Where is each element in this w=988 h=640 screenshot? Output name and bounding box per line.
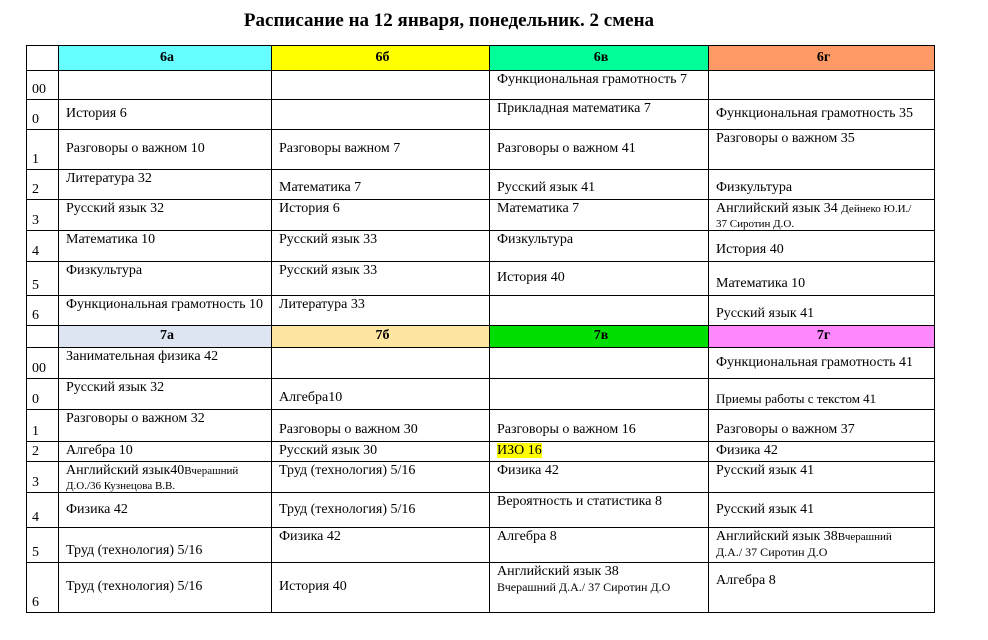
table-row <box>27 130 935 170</box>
lesson-cell <box>59 462 272 493</box>
lesson-cell: Функциональная грамотность 35 <box>709 100 935 130</box>
lesson-cell: Разговоры о важном 16 <box>490 410 709 442</box>
lesson-number: 2 <box>27 170 59 200</box>
lesson-cell: Разговоры о важном 32 <box>59 410 272 442</box>
lesson-cell: Русский язык 32 <box>59 379 272 410</box>
lesson-text: Английский язык40 <box>66 463 185 478</box>
table-row <box>27 563 935 613</box>
table-row <box>27 200 935 231</box>
lesson-cell: Русский язык 41 <box>490 170 709 200</box>
lesson-cell: Физика 42 <box>709 442 935 462</box>
lesson-cell: История 6 <box>272 200 490 231</box>
lesson-cell: Алгебра 10 <box>59 442 272 462</box>
lesson-cell: Математика 10 <box>59 231 272 262</box>
lesson-cell: Разговоры о важном 10 <box>59 130 272 170</box>
lesson-number: 00 <box>27 348 59 379</box>
lesson-cell: Алгебра 8 <box>490 528 709 563</box>
teacher-note: Д.А./ 37 Сиротин Д.О <box>716 544 828 559</box>
lesson-cell: Вероятность и статистика 8 <box>490 493 709 528</box>
lesson-cell: Русский язык 32 <box>59 200 272 231</box>
lesson-number: 3 <box>27 200 59 231</box>
lesson-number: 1 <box>27 410 59 442</box>
lesson-cell: Приемы работы с текстом 41 <box>709 379 935 410</box>
lesson-cell: Математика 10 <box>709 262 935 296</box>
lesson-cell: История 40 <box>272 563 490 613</box>
lesson-cell <box>709 200 935 231</box>
lesson-cell: Русский язык 33 <box>272 231 490 262</box>
class-header-6v: 6в <box>490 46 709 71</box>
table-row <box>27 170 935 200</box>
lesson-number: 4 <box>27 493 59 528</box>
lesson-number: 0 <box>27 379 59 410</box>
lesson-cell: Физика 42 <box>59 493 272 528</box>
lesson-cell: Русский язык 41 <box>709 462 935 493</box>
lesson-cell: История 40 <box>490 262 709 296</box>
lesson-text: Английский язык 38 <box>497 564 619 579</box>
class-header-row <box>27 46 935 71</box>
lesson-cell <box>490 442 709 462</box>
lesson-text: Английский язык 38 <box>716 529 838 544</box>
lesson-number: 1 <box>27 130 59 170</box>
lesson-cell: Математика 7 <box>490 200 709 231</box>
lesson-cell: Литература 32 <box>59 170 272 200</box>
lesson-cell: Разговоры о важном 37 <box>709 410 935 442</box>
lesson-cell <box>272 348 490 379</box>
lesson-cell: Разговоры о важном 35 <box>709 130 935 170</box>
class-header-7v: 7в <box>490 326 709 348</box>
lesson-cell <box>59 71 272 100</box>
table-row <box>27 100 935 130</box>
lesson-cell <box>709 528 935 563</box>
lesson-text: Английский язык 34 <box>716 201 838 216</box>
lesson-cell: Математика 7 <box>272 170 490 200</box>
table-row <box>27 262 935 296</box>
class-header-row <box>27 326 935 348</box>
lesson-cell: Алгебра10 <box>272 379 490 410</box>
lesson-cell: История 40 <box>709 231 935 262</box>
lesson-cell <box>272 71 490 100</box>
teacher-note: Вчерашний <box>184 465 239 477</box>
table-row <box>27 442 935 462</box>
schedule-table <box>26 45 935 613</box>
lesson-number: 5 <box>27 262 59 296</box>
lesson-cell: Разговоры о важном 41 <box>490 130 709 170</box>
highlighted-lesson: ИЗО 16 <box>497 443 542 459</box>
lesson-cell: Русский язык 30 <box>272 442 490 462</box>
lesson-cell: Физика 42 <box>272 528 490 563</box>
lesson-cell <box>490 348 709 379</box>
table-row <box>27 493 935 528</box>
page-title: Расписание на 12 января, понедельник. 2 смена <box>243 10 655 31</box>
lesson-cell: Разговоры важном 7 <box>272 130 490 170</box>
lesson-cell: Русский язык 41 <box>709 296 935 326</box>
lesson-number: 6 <box>27 563 59 613</box>
lesson-number: 3 <box>27 462 59 493</box>
lesson-cell: Разговоры о важном 30 <box>272 410 490 442</box>
teacher-note: Дейнеко Ю.И./ <box>841 203 912 215</box>
lesson-cell: Прикладная математика 7 <box>490 100 709 130</box>
lesson-cell: История 6 <box>59 100 272 130</box>
lesson-cell: Функциональная грамотность 7 <box>490 71 709 100</box>
lesson-cell <box>709 71 935 100</box>
lesson-number: 2 <box>27 442 59 462</box>
lesson-cell <box>490 563 709 613</box>
class-header-6a: 6а <box>59 46 272 71</box>
table-row <box>27 348 935 379</box>
lesson-cell: Труд (технология) 5/16 <box>59 563 272 613</box>
lesson-cell: Алгебра 8 <box>709 563 935 613</box>
lesson-cell: Русский язык 41 <box>709 493 935 528</box>
corner-cell <box>27 46 59 71</box>
table-row <box>27 231 935 262</box>
lesson-cell: Физика 42 <box>490 462 709 493</box>
table-row <box>27 528 935 563</box>
class-header-7a: 7а <box>59 326 272 348</box>
lesson-cell: Физкультура <box>59 262 272 296</box>
lesson-number: 0 <box>27 100 59 130</box>
lesson-cell: Труд (технология) 5/16 <box>59 528 272 563</box>
lesson-number: 00 <box>27 71 59 100</box>
lesson-cell: Русский язык 33 <box>272 262 490 296</box>
lesson-cell: Занимательная физика 42 <box>59 348 272 379</box>
lesson-cell <box>490 296 709 326</box>
teacher-note: Вчерашний <box>837 531 892 543</box>
lesson-cell: Труд (технология) 5/16 <box>272 462 490 493</box>
teacher-note: Вчерашний Д.А./ 37 Сиротин Д.О <box>497 579 671 594</box>
class-header-6g: 6г <box>709 46 935 71</box>
lesson-cell: Физкультура <box>490 231 709 262</box>
lesson-number: 5 <box>27 528 59 563</box>
lesson-cell <box>272 100 490 130</box>
teacher-note: 37 Сиротин Д.О. <box>716 217 795 230</box>
corner-cell <box>27 326 59 348</box>
table-row <box>27 379 935 410</box>
lesson-number: 6 <box>27 296 59 326</box>
table-row <box>27 71 935 100</box>
lesson-cell: Функциональная грамотность 41 <box>709 348 935 379</box>
table-row <box>27 296 935 326</box>
lesson-cell: Функциональная грамотность 10 <box>59 296 272 326</box>
table-row <box>27 410 935 442</box>
class-header-7b: 7б <box>272 326 490 348</box>
table-row <box>27 462 935 493</box>
lesson-cell: Литература 33 <box>272 296 490 326</box>
lesson-cell <box>490 379 709 410</box>
lesson-number: 4 <box>27 231 59 262</box>
class-header-7g: 7г <box>709 326 935 348</box>
class-header-6b: 6б <box>272 46 490 71</box>
teacher-note: Д.О./36 Кузнецова В.В. <box>66 479 176 492</box>
lesson-cell: Труд (технология) 5/16 <box>272 493 490 528</box>
lesson-cell: Физкультура <box>709 170 935 200</box>
